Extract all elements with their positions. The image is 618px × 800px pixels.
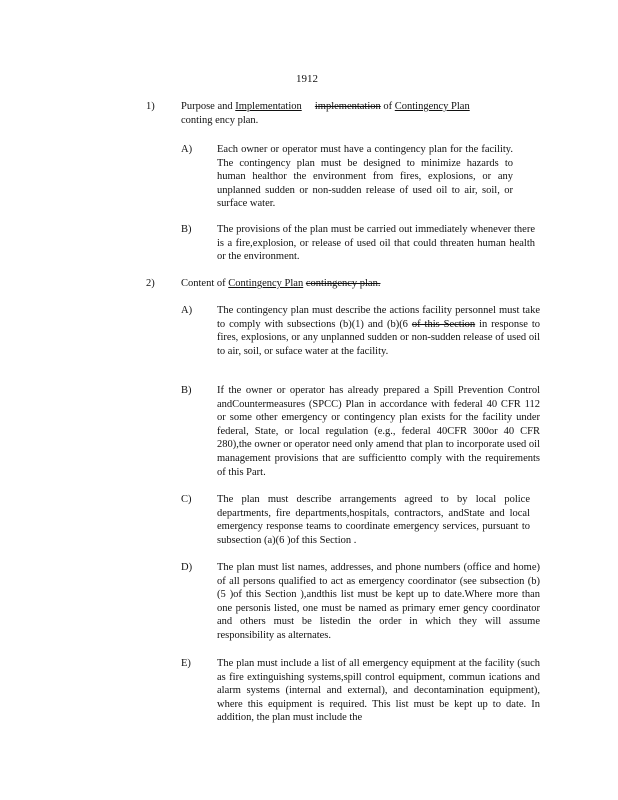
item-letter: C) bbox=[181, 494, 192, 505]
inserted-text: Implementation bbox=[235, 101, 302, 112]
section-number-2: 2) bbox=[146, 278, 155, 289]
item-letter: A) bbox=[181, 305, 193, 316]
item-letter: A) bbox=[181, 144, 193, 155]
paragraph: The provisions of the plan must be carried out immediately whenever there is a fire,explosion, or release of used oil that could threaten human health or the environment. bbox=[217, 224, 535, 263]
paragraph: The plan must include a list of all emergency equipment at the facility (such as fire extinguishing systems,spill control equipment, commun ications and alarm systems (internal and external), and decontamination equipment), where this equipment is required. This list must be kept up to date. In addition, the plan must include the bbox=[217, 658, 540, 724]
item-letter: B) bbox=[181, 385, 192, 396]
item-letter: D) bbox=[181, 562, 193, 573]
item-letter: B) bbox=[181, 224, 192, 235]
deleted-text: of this Section bbox=[411, 318, 476, 330]
paragraph bbox=[217, 304, 540, 358]
paragraph-text: The contingency plan must describe the actions facility personnel must take to comply with subsections (b)(1) and (b)(6 bbox=[217, 305, 540, 330]
heading-text: conting ency plan. bbox=[181, 114, 259, 126]
heading-text: Content of bbox=[181, 278, 229, 289]
item-letter: E) bbox=[181, 658, 191, 669]
paragraph-text: in response to fires, explosions, or any unplanned sudden or non-sudden release of used oil to air, soil, or suface water at the facility. bbox=[217, 318, 541, 357]
paragraph: The plan must list names, addresses, and phone numbers (office and home) of all persons qualified to act as emergency coordinator (see subsection (b)(5 )of this Section ),andthis list must be kept up to date.Where more than one personis listed, one must be named as primary emer gency coordinator and others must be listedin the order in which they will assume responsibility as alternates. bbox=[217, 562, 540, 641]
paragraph: If the owner or operator has already prepared a Spill Prevention Control andCountermeasures (SPCC) Plan in accordance with federal 40 CFR 112 or some other emergency or contingency plan exists for the facility under federal, State, or local regulation (e.g., federal 40CFR 300or 40 CFR 280),the owner or operator need only amend that plan to incorporate used oil management provisions that are sufficientto comply with the requirements of this Part. bbox=[217, 385, 540, 478]
section-heading-2 bbox=[181, 277, 481, 291]
section-number-1: 1) bbox=[146, 101, 155, 112]
deleted-text: contingency plan. bbox=[305, 278, 381, 289]
heading-text: of bbox=[380, 101, 395, 112]
inserted-text: Contingency Plan bbox=[394, 101, 470, 112]
section-heading-1 bbox=[181, 100, 499, 127]
deleted-text: implementation bbox=[314, 101, 381, 112]
paragraph: The plan must describe arrangements agreed to by local police departments, fire departments,hospitals, contractors, andState and local emergency response teams to coordinate emergency services, pursuant to subsection (a)(6 )of this Section . bbox=[217, 494, 530, 546]
inserted-text: Contingency Plan bbox=[228, 278, 304, 289]
heading-text: Purpose and bbox=[181, 101, 236, 112]
paragraph: Each owner or operator must have a contingency plan for the facility. The contingency plan must be designed to minimize hazards to human healthor the environment from fires, explosions, or any unplanned sudden or non-sudden release of used oil to air, soil, or surface water. bbox=[217, 144, 513, 210]
page-number: 1912 bbox=[296, 73, 318, 85]
